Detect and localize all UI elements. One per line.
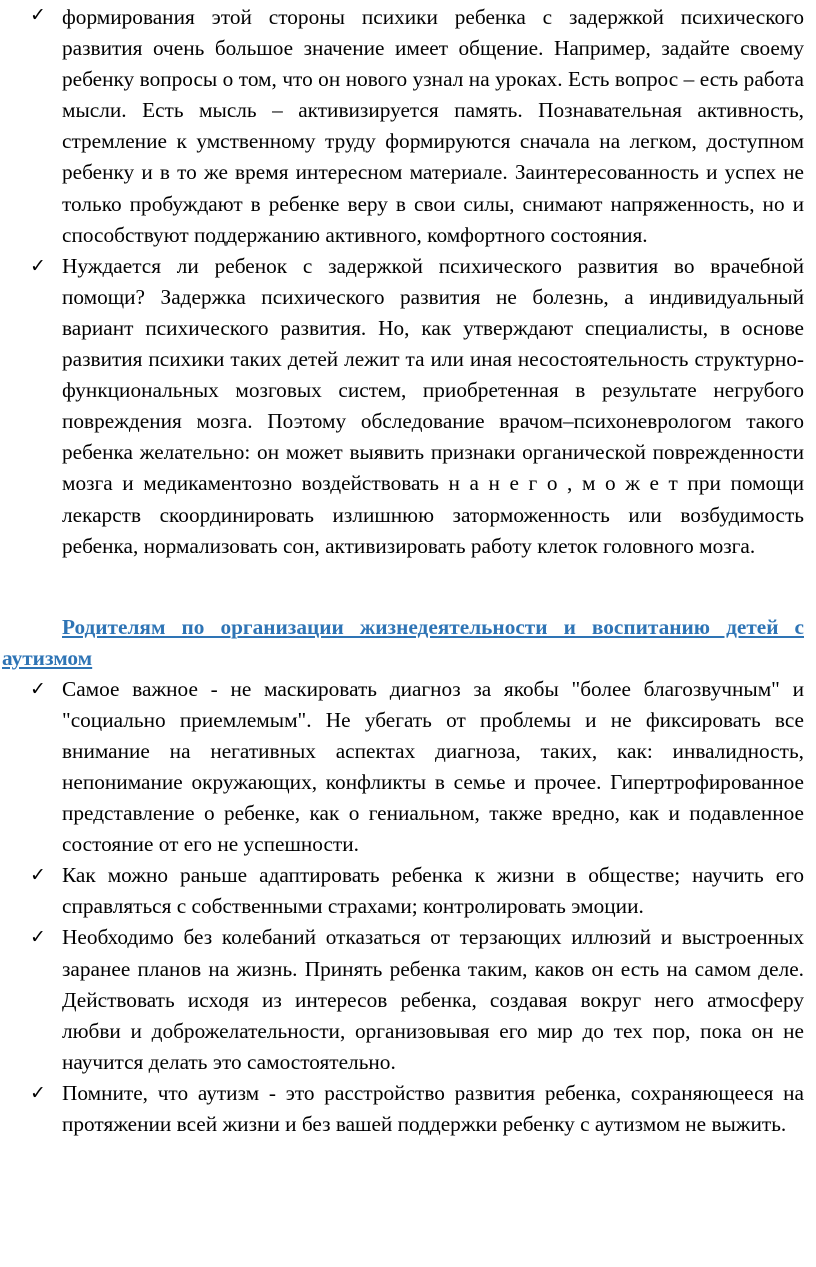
checkmark-icon: ✓ <box>30 254 46 277</box>
list-item-text: Нуждается ли ребенок с задержкой психического развития во врачебной помощи? Задержка психического развития не болезнь, а индивидуальный вариант психического развития. Но, как утверждают специалисты, в основе развития психики таких детей лежит та или иная несостоятельность структурно-функциональных мозговых систем, приобретенная в результате негрубого повреждения мозга. Поэтому обследование врачом–психоневрологом такого ребенка желательно: он может выявить признаки органической поврежденности мозга и медикаментозно воздействовать н а н е г о , м о ж е т при помощи лекарств скоординировать излишнюю заторможенность или возбудимость ребенка, нормализовать сон, активизировать работу клеток головного мозга. <box>62 253 804 558</box>
list-item <box>0 1078 816 1140</box>
checkmark-icon: ✓ <box>30 926 46 949</box>
list-item-text: Необходимо без колебаний отказаться от терзающих иллюзий и выстроенных заранее планов на жизнь. Принять ребенка таким, каков он есть на самом деле. Действовать исходя из интересов ребенка, создавая вокруг него атмосферу любви и доброжелательности, организовывая его мир до тех пор, пока он не научится делать это самостоятельно. <box>62 925 804 1074</box>
list-item <box>0 922 816 1077</box>
checkmark-icon: ✓ <box>30 864 46 887</box>
list-item <box>0 251 816 562</box>
section-heading-text: Родителям по организации жизнедеятельности и воспитанию детей с аутизмом <box>2 614 804 670</box>
list-item <box>0 674 816 861</box>
checkmark-icon: ✓ <box>30 4 46 26</box>
checkmark-icon: ✓ <box>30 1081 46 1104</box>
section-heading <box>0 612 816 674</box>
list-item-text: Самое важное - не маскировать диагноз за якобы "более благозвучным" и "социально приемлемым". Не убегать от проблемы и не фиксировать все внимание на негативных аспектах диагноза, таких, как: инвалидность, непонимание окружающих, конфликты в семье и прочее. Гипертрофированное представление о ребенке, как о гениальном, также вредно, как и подавленное состояние от его не успешности. <box>62 676 804 857</box>
list-item <box>0 860 816 922</box>
checkmark-icon: ✓ <box>30 677 46 700</box>
list-item-text: Как можно раньше адаптировать ребенка к жизни в обществе; научить его справляться с собственными страхами; контролировать эмоции. <box>62 863 804 919</box>
list-item-text: Помните, что аутизм - это расстройство развития ребенка, сохраняющееся на протяжении всей жизни и без вашей поддержки ребенку с аутизмом не выжить. <box>62 1080 804 1136</box>
list-item-text: формирования этой стороны психики ребенка с задержкой психического развития очень большое значение имеет общение. Например, задайте своему ребенку вопросы о том, что он нового узнал на уроках. Есть вопрос – есть работа мысли. Есть мысль – активизируется память. Познавательная активность, стремление к умственному труду формируются сначала на легком, доступном ребенку и в то же время интересном материале. Заинтересованность и успех не только пробуждают в ребенке веру в свои силы, снимают напряженность, но и способствуют поддержанию активного, комфортного состояния. <box>62 5 804 247</box>
list-item <box>0 0 816 251</box>
